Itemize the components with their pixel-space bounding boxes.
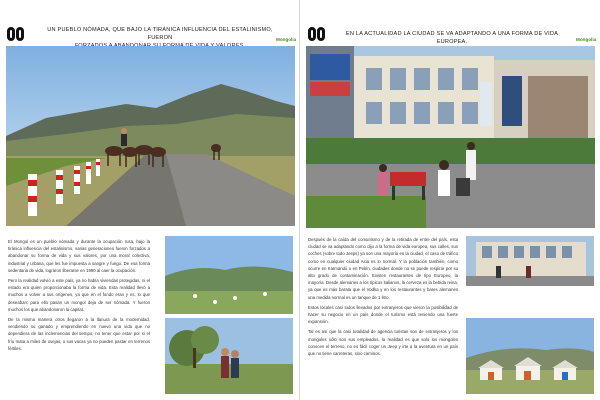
paragraph: El Mongol es un pueblo nómada y durante la ocupación rusa, bajo la tiránica influencia del estalinismo, varias generaciones fueron forzados a abandonar su forma de vida y sus valores, por una moral colectiva, industrial y urbana, que les fue impuesta a sangre y fuego. De esa forma sedentaria de vida, lograron liberarse en 1990 al caer la ocupación. xyxy=(8,239,150,273)
paragraph: Pero la realidad volvió a este país, ya no había viviendas protegidas, ni el estado era quien proporcionaba la forma de vida. Esta realidad llevó a muchos a volver a sus orígenes, ya que en el fondo eran y es, lo que deseaban; para ello pasan un mongol deja de ser nómada. Y fueron muchos los que abandonaron la capital. xyxy=(8,278,150,312)
photo-couple-tree xyxy=(165,318,293,394)
region-tag: Mongolia xyxy=(576,37,597,42)
paragraph: Después de la caída del comunismo y de la retirada de entre del país, esta ciudad se va adaptando como dijo a la forma de vida europea, sus calles, sus coches (sobre todo Jeeps) ya son una mayoría en la ciudad, el caso de tráfico como en cualquier ciudad Asia es lo normal. Y la población también, como ocurre en Katmandú o en Pekín, ciudades donde no se puede respirar por su alto grado de contaminación. Existen restaurantes de tipo Europeo, la mayoría. Desde alemanes a los típicos italianos, la cerveza es la bebida reina, ya que es más barata que el Vodka y en los restaurantes y bares alemanes una medida normal es un tanque de 1 litro. xyxy=(308,237,458,300)
section-badge xyxy=(308,27,326,41)
main-photo-street-vendor xyxy=(306,46,595,228)
body-text xyxy=(8,238,150,393)
paragraph: De la misma manera otros llegaron a la llanura de la modernidad, vendiendo su ganado y emprendiendo en nuevo una vida que no dependiera de las inclemencias del tiempo, no tener que estar por si el frío mata a miles de ovejas, o sus vacas ya no pueden pastar en terrenos fértiles. xyxy=(8,317,150,351)
main-photo-horses-road xyxy=(6,46,295,226)
body-text xyxy=(308,236,458,394)
badge-ring xyxy=(16,27,24,41)
paragraph: Tal es así que la casi totalidad de agencia turistas son de extranjeros y los mongoles sólo son sus empleados, la realidad es que solo los mongoles conocen el terreno, no es fácil coger un Jeep y irte a la aventura en un país que no tiene carreteras, sino caminos. xyxy=(308,329,458,357)
page-title: EN LA ACTUALIDAD LA CIUDAD SE VA ADAPTANDO A UNA FORMA DE VIDA EUROPEA. xyxy=(345,31,559,45)
photo-steppe-valley xyxy=(165,236,293,314)
paragraph: Estos locales casi todos llevados por extranjeros que vieron la posibilidad de hacer su negocio en un país donde el turismo está teniendo una fuerte expansión. xyxy=(308,304,458,325)
right-page xyxy=(300,0,600,400)
section-badge xyxy=(7,27,25,41)
region-tag: Mongolia xyxy=(276,37,297,42)
title-line: UN PUEBLO NÓMADA, QUE BAJO LA TIRÁNICA INFLUENCIA DEL ESTALINISMO, FUERON xyxy=(47,27,273,41)
photo-building-facade xyxy=(466,236,594,286)
badge-ring xyxy=(317,27,325,41)
badge-ring xyxy=(308,27,316,41)
photo-yurts-camp xyxy=(466,318,594,394)
badge-ring xyxy=(7,27,15,41)
